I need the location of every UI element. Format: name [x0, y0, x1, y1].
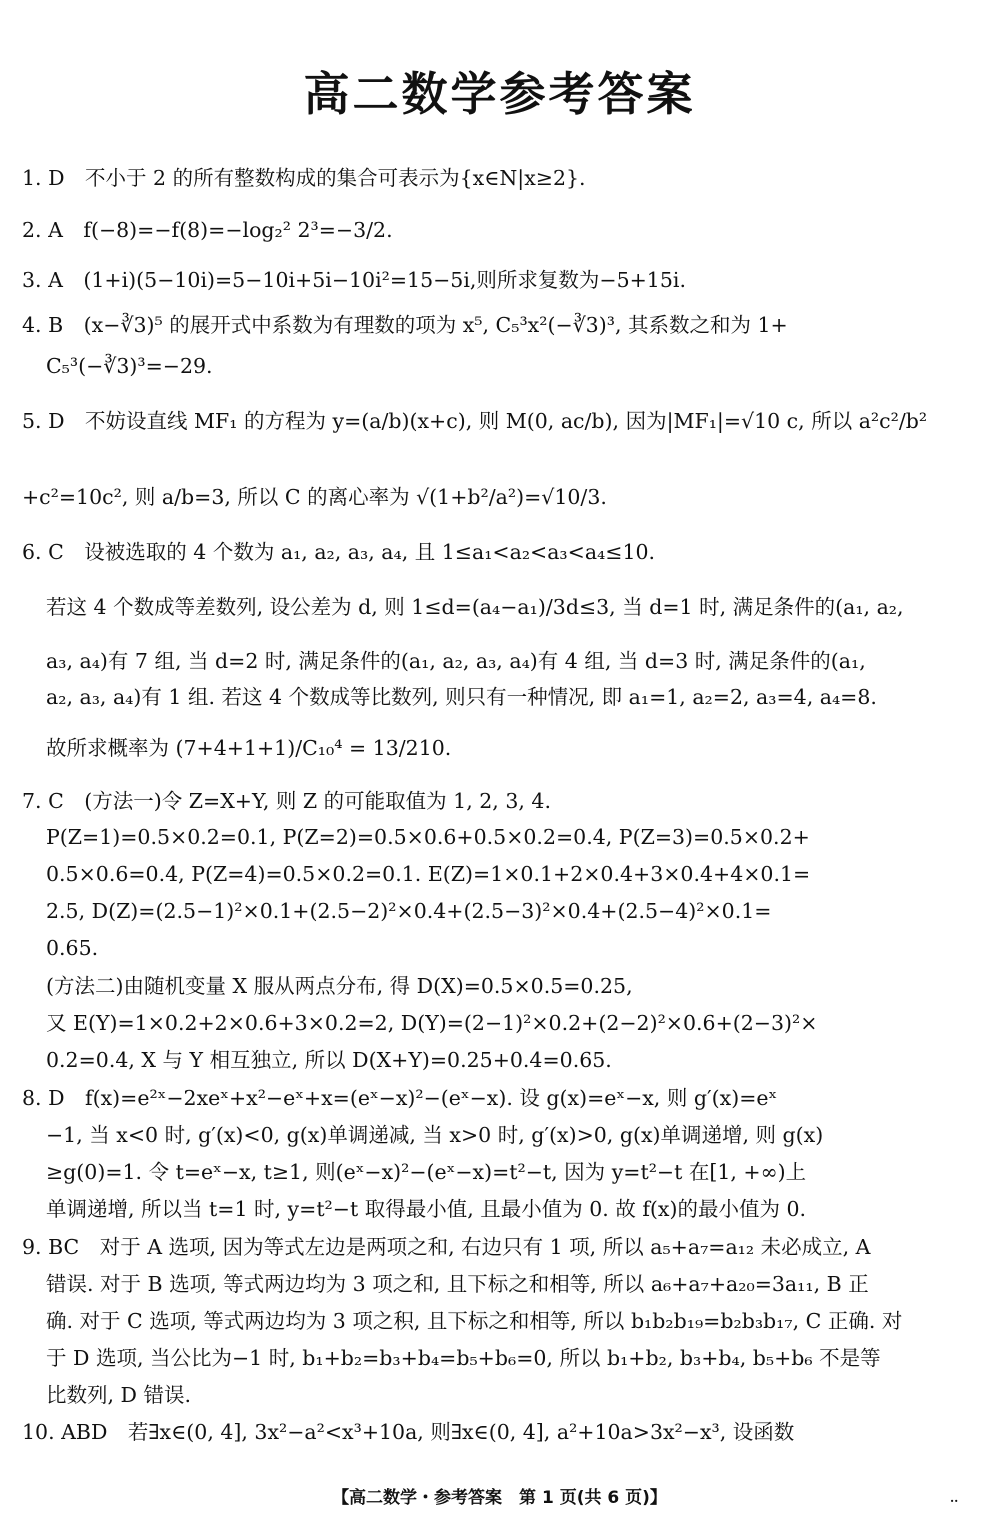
answer-line: 9. BC 对于 A 选项, 因为等式左边是两项之和, 右边只有 1 项, 所以 a₅+a₇=a₁₂ 未必成立, A: [22, 1235, 871, 1259]
answer-line: 2. A f(−8)=−f(8)=−log₂² 2³=−3/2.: [22, 218, 393, 242]
answer-line: P(Z=1)=0.5×0.2=0.1, P(Z=2)=0.5×0.6+0.5×0.2=0.4, P(Z=3)=0.5×0.2+: [46, 825, 810, 849]
answer-line: 又 E(Y)=1×0.2+2×0.6+3×0.2=2, D(Y)=(2−1)²×0.2+(2−2)²×0.6+(2−3)²×: [46, 1011, 818, 1035]
answer-line: +c²=10c², 则 a/b=3, 所以 C 的离心率为 √(1+b²/a²)=√10/3.: [22, 485, 607, 509]
answer-line: 故所求概率为 (7+4+1+1)/C₁₀⁴ = 13/210.: [46, 736, 452, 760]
answer-line: 错误. 对于 B 选项, 等式两边均为 3 项之和, 且下标之和相等, 所以 a₆+a₇+a₂₀=3a₁₁, B 正: [46, 1272, 869, 1296]
answer-line: 3. A (1+i)(5−10i)=5−10i+5i−10i²=15−5i,则所求复数为−5+15i.: [22, 268, 686, 292]
answer-line: 单调递增, 所以当 t=1 时, y=t²−t 取得最小值, 且最小值为 0. 故 f(x)的最小值为 0.: [46, 1197, 807, 1221]
answer-line: 0.65.: [46, 936, 99, 960]
answer-line: ≥g(0)=1. 令 t=eˣ−x, t≥1, 则(eˣ−x)²−(eˣ−x)=t²−t, 因为 y=t²−t 在[1, +∞)上: [46, 1160, 807, 1184]
answer-line: 6. C 设被选取的 4 个数为 a₁, a₂, a₃, a₄, 且 1≤a₁<a₂<a₃<a₄≤10.: [22, 540, 656, 564]
answer-line: 7. C (方法一)令 Z=X+Y, 则 Z 的可能取值为 1, 2, 3, 4.: [22, 789, 551, 813]
answer-line: (方法二)由随机变量 X 服从两点分布, 得 D(X)=0.5×0.5=0.25,: [46, 974, 633, 998]
answer-line: 1. D 不小于 2 的所有整数构成的集合可表示为{x∈N|x≥2}.: [22, 166, 586, 190]
answer-line: 0.2=0.4, X 与 Y 相互独立, 所以 D(X+Y)=0.25+0.4=0.65.: [46, 1048, 612, 1072]
answer-line: 8. D f(x)=e²ˣ−2xeˣ+x²−eˣ+x=(eˣ−x)²−(eˣ−x). 设 g(x)=eˣ−x, 则 g′(x)=eˣ: [22, 1086, 778, 1110]
corner-mark: ··: [950, 1494, 959, 1508]
answer-line: 5. D 不妨设直线 MF₁ 的方程为 y=(a/b)(x+c), 则 M(0, ac/b), 因为|MF₁|=√10 c, 所以 a²c²/b²: [22, 409, 928, 433]
answer-line: 确. 对于 C 选项, 等式两边均为 3 项之积, 且下标之和相等, 所以 b₁b₂b₁₉=b₂b₃b₁₇, C 正确. 对: [46, 1309, 903, 1333]
answer-line: 10. ABD 若∃x∈(0, 4], 3x²−a²<x³+10a, 则∃x∈(0, 4], a²+10a>3x²−x³, 设函数: [22, 1420, 795, 1444]
answer-line: a₃, a₄)有 7 组, 当 d=2 时, 满足条件的(a₁, a₂, a₃, a₄)有 4 组, 当 d=3 时, 满足条件的(a₁,: [46, 649, 866, 673]
page-title: 高二数学参考答案: [303, 67, 696, 121]
answer-line: C₅³(−∛3)³=−29.: [46, 354, 213, 378]
answer-line: −1, 当 x<0 时, g′(x)<0, g(x)单调递减, 当 x>0 时, g′(x)>0, g(x)单调递增, 则 g(x): [46, 1123, 824, 1147]
page-footer: 【高二数学・参考答案 第 1 页(共 6 页)】: [332, 1488, 667, 1508]
answer-line: 若这 4 个数成等差数列, 设公差为 d, 则 1≤d=(a₄−a₁)/3d≤3, 当 d=1 时, 满足条件的(a₁, a₂,: [46, 595, 904, 619]
answer-line: 0.5×0.6=0.4, P(Z=4)=0.5×0.2=0.1. E(Z)=1×0.1+2×0.4+3×0.4+4×0.1=: [46, 862, 811, 886]
answer-line: 4. B (x−∛3)⁵ 的展开式中系数为有理数的项为 x⁵, C₅³x²(−∛3)³, 其系数之和为 1+: [22, 313, 788, 337]
answer-line: 比数列, D 错误.: [46, 1383, 192, 1407]
answer-line: 于 D 选项, 当公比为−1 时, b₁+b₂=b₃+b₄=b₅+b₆=0, 所以 b₁+b₂, b₃+b₄, b₅+b₆ 不是等: [46, 1346, 881, 1370]
answer-line: a₂, a₃, a₄)有 1 组. 若这 4 个数成等比数列, 则只有一种情况, 即 a₁=1, a₂=2, a₃=4, a₄=8.: [46, 685, 877, 709]
answer-line: 2.5, D(Z)=(2.5−1)²×0.1+(2.5−2)²×0.4+(2.5−3)²×0.4+(2.5−4)²×0.1=: [46, 899, 772, 923]
